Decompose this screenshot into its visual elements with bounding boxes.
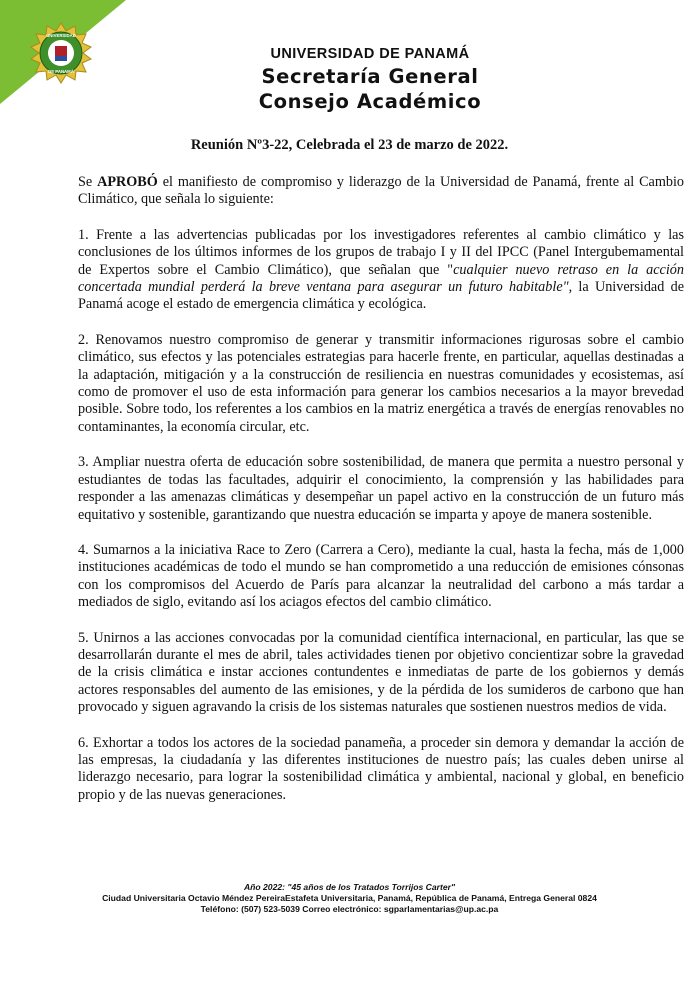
- approved-word: APROBÓ: [97, 174, 158, 190]
- point-2: 2. Renovamos nuestro compromiso de generar y transmitir informaciones rigurosas sobre el cambio climático, sus efectos y las potenciales estrategias para hacerle frente, en particular, aquellas destinadas a la adaptación, mitigación y a la construcción de resiliencia en nuestras comunidades y ecosistemas, así como de promover el uso de esta información para generar los cambios necesarios a la mayor brevedad posible. Sobre todo, los referentes a los cambios en la matriz energética a través de energías renovables no contaminantes, la economía circular, etc.: [78, 331, 684, 435]
- document-footer: [0, 882, 699, 914]
- council-title: Consejo Académico: [258, 90, 482, 113]
- point-6: 6. Exhortar a todos los actores de la sociedad panameña, a proceder sin demora y demandar la acción de las empresas, la ciudadanía y las diferentes instituciones de nuestro país; las cuales deben unirse al liderazgo necesario, para lograr la sostenibilidad climática y ambiental, nacional y global, en beneficio propio y de las nuevas generaciones.: [78, 734, 684, 803]
- intro-paragraph: Se APROBÓ el manifiesto de compromiso y liderazgo de la Universidad de Panamá, frente al Cambio Climático, que señala lo siguiente:: [78, 174, 685, 208]
- svg-text:UNIVERSIDAD: UNIVERSIDAD: [46, 33, 76, 38]
- point-1: 1. Frente a las advertencias publicadas por los investigadores referentes al cambio climático y las conclusiones de los últimos informes de los grupos de trabajo I y II del IPCC (Panel Intergubemamental de Expertos sobre el Cambio Climático), que señalan que "cualquier nuevo retraso en la acción concertada mundial perderá la breve ventana para asegurar un futuro habitable", la Universidad de Panamá acoge el estado de emergencia climática y ecológica.: [78, 226, 684, 313]
- point-4: 4. Sumarnos a la iniciativa Race to Zero (Carrera a Cero), mediante la cual, hasta la fecha, más de 1,000 instituciones académicas de todo el mundo se han comprometido a una reducción de emisiones cónsonas con los compromisos del Acuerdo de París para alcanzar la neutralidad del carbono a más tardar a mediados de siglo, evitando así los aciagos efectos del cambio climático.: [78, 541, 684, 611]
- point-5: 5. Unirnos a las acciones convocadas por la comunidad científica internacional, en particular, las que se desarrollarán durante el mes de abril, tales actividades tienen por objetivo concientizar sobre la gravedad de la crisis climática e instar acciones contundentes e inmediatas de parte de los gobiernos y demás actores responsables del aumento de las emisiones, y de la pérdida de los sumideros de carbono que han provocado y siguen agravando la crisis de los sistemas naturales que sostienen nuestros medios de vida.: [78, 629, 684, 716]
- secretariat-title: Secretaría General: [261, 65, 479, 88]
- document-body: [78, 174, 684, 822]
- point-3: 3. Ampliar nuestra oferta de educación sobre sostenibilidad, de manera que permita a nuestro personal y estudiantes de todas las facultades, adquirir el conocimiento, la comprensión y las habilidades para responder a las amenazas climáticas y desempeñar un papel activo en la construcción de un futuro más equitativo y sostenible, garantizando que nuestra educación se imparta y apoye de manera sostenible.: [78, 454, 684, 523]
- ipcc-quote: cualquier nuevo retraso en la acción concertada mundial perderá la breve ventana para asegurar un futuro habitable": [78, 261, 684, 296]
- svg-text:DE PANAMÁ: DE PANAMÁ: [48, 69, 74, 74]
- university-seal-icon: [30, 22, 92, 84]
- year-motto: Año 2022: "45 años de los Tratados Torrijos Carter": [243, 882, 456, 892]
- document-header: [230, 46, 510, 113]
- footer-contact: Teléfono: (507) 523-5039 Correo electrónico: sgparlamentarias@up.ac.pa: [200, 903, 499, 914]
- university-name: UNIVERSIDAD DE PANAMÁ: [270, 46, 470, 62]
- meeting-line: Reunión Nº3-22, Celebrada el 23 de marzo de 2022.: [190, 137, 509, 153]
- footer-address: Ciudad Universitaria Octavio Méndez PereiraEstafeta Universitaria, Panamá, República de Panamá, Entrega General 0824: [102, 892, 597, 903]
